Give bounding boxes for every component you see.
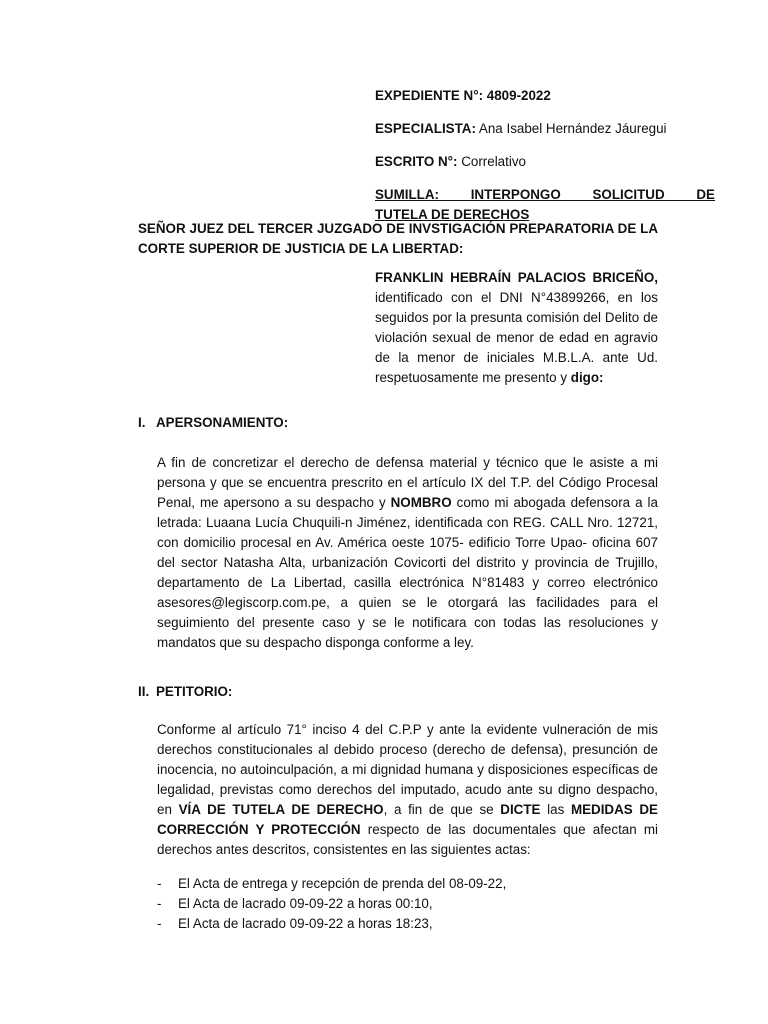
section-2-text-1: Conforme al artículo 71° inciso 4 del C.P.P y ante la evidente vulneración de mis derechos constitucionales al debido proceso (derecho de defensa), presunción de inocencia, no autoinculpación, a mi dignidad humana y disposiciones específicas de legalidad, previstas como derechos del imputado, acudo ante su digno despacho, en — [157, 722, 658, 817]
section-1-number: I. — [138, 415, 146, 430]
list-item-text: El Acta de entrega y recepción de prenda del 08-09-22, — [178, 876, 507, 891]
section-1-heading: APERSONAMIENTO: — [156, 415, 289, 430]
addressee: SEÑOR JUEZ DEL TERCER JUZGADO DE INVSTIGACIÓN PREPARATORIA DE LA CORTE SUPERIOR DE JUSTICIA DE LA LIBERTAD: — [138, 221, 658, 256]
section-2-bold-1: VÍA DE TUTELA DE DERECHO — [178, 802, 384, 817]
list-item — [157, 914, 658, 934]
expediente-line — [375, 86, 715, 106]
section-2-number: II. — [138, 684, 150, 699]
expediente-value: 4809-2022 — [486, 88, 551, 103]
escrito-label: ESCRITO N°: — [375, 154, 458, 169]
section-1-text-after: como mi abogada defensora a la letrada: Luaana Lucía Chuquili-n Jiménez, identificada con REG. CALL Nro. 12721, con domicilio procesal en Av. América oeste 1075- edificio Torre Upao- oficina 607 del sector Natasha Alta, urbanización Covicorti del distrito y provincia de Trujillo, departamento de La Libertad, casilla electrónica N°81483 y correo electrónico asesores@legiscorp.com.pe, a quien se le otorgará las facilidades para el seguimiento del presente caso y se le notificara con todas las resoluciones y mandatos que su despacho disponga conforme a ley. — [157, 495, 658, 650]
list-dash: - — [157, 896, 162, 911]
especialista-label: ESPECIALISTA: — [375, 121, 476, 136]
section-1-bold: NOMBRO — [390, 495, 452, 510]
section-2-title — [138, 682, 232, 702]
list-dash: - — [157, 916, 162, 931]
section-2-text-4: respecto de las documentales que afectan mi derechos antes descritos, consistentes en las siguientes actas: — [157, 822, 658, 857]
section-2-text-2: , a fin de que se — [383, 802, 494, 817]
section-2-body — [157, 720, 658, 860]
escrito-value: Correlativo — [461, 154, 526, 169]
list-item-text: El Acta de lacrado 09-09-22 a horas 00:10, — [178, 896, 433, 911]
list-item — [157, 874, 658, 894]
expediente-label: EXPEDIENTE N°: — [375, 88, 484, 103]
case-header — [375, 86, 715, 225]
escrito-line — [375, 152, 715, 172]
party-name: FRANKLIN HEBRAÍN PALACIOS BRICEÑO, — [375, 270, 658, 285]
list-item — [157, 894, 658, 914]
section-1-text-before: A fin de concretizar el derecho de defensa material y técnico que le asiste a mi persona y que se encuentra prescrito en el artículo IX del T.P. del Código Procesal Penal, me apersono a su despacho y — [157, 455, 658, 510]
section-2-text-3: las — [547, 802, 565, 817]
party-text: identificado con el DNI N°43899266, en los seguidos por la presunta comisión del Delito de violación sexual de menor de edad en agravio de la menor de iniciales M.B.L.A. ante Ud. respetuosamente me presento y — [375, 290, 658, 385]
sumilla-line-1: SUMILLA: INTERPONGO SOLICITUD DE — [375, 187, 715, 202]
section-1-title — [138, 413, 288, 433]
party-closing: digo: — [570, 370, 604, 385]
section-2-bold-3: MEDIDAS DE CORRECCIÓN Y PROTECCIÓN — [157, 802, 658, 837]
section-2-heading: PETITORIO: — [156, 684, 233, 699]
especialista-value: Ana Isabel Hernández Jáuregui — [478, 121, 667, 136]
section-2-bold-2: DICTE — [500, 802, 541, 817]
sumilla-line-2: TUTELA DE DERECHOS — [375, 207, 530, 222]
list-dash: - — [157, 876, 162, 891]
section-1-body — [157, 453, 658, 653]
actas-list — [157, 874, 658, 934]
party-introduction — [375, 268, 658, 388]
list-item-text: El Acta de lacrado 09-09-22 a horas 18:23, — [178, 916, 433, 931]
especialista-line — [375, 119, 715, 139]
